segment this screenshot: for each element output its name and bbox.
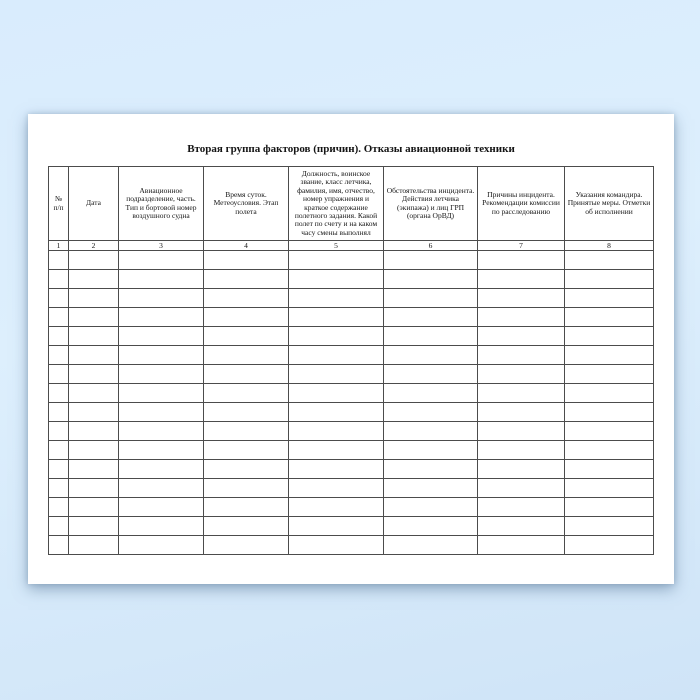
empty-cell xyxy=(69,422,119,441)
empty-cell xyxy=(289,270,384,289)
empty-cell xyxy=(565,289,654,308)
empty-cell xyxy=(289,251,384,270)
empty-cell xyxy=(478,517,565,536)
empty-cell xyxy=(478,479,565,498)
empty-row xyxy=(49,479,654,498)
column-header-2: Дата xyxy=(69,167,119,241)
empty-cell xyxy=(69,403,119,422)
empty-cell xyxy=(204,536,289,555)
empty-cell xyxy=(289,403,384,422)
empty-cell xyxy=(69,346,119,365)
empty-row xyxy=(49,327,654,346)
empty-cell xyxy=(119,460,204,479)
empty-cell xyxy=(49,460,69,479)
document-sheet xyxy=(28,114,674,584)
empty-cell xyxy=(289,479,384,498)
empty-cell xyxy=(384,289,478,308)
empty-cell xyxy=(478,270,565,289)
column-header-6: Обстоятельства инцидента. Действия летчика (экипажа) и лиц ГРП (органа ОрВД) xyxy=(384,167,478,241)
journal-table xyxy=(48,166,654,555)
empty-cell xyxy=(49,422,69,441)
empty-cell xyxy=(478,384,565,403)
column-number-2: 2 xyxy=(69,241,119,251)
empty-cell xyxy=(565,346,654,365)
empty-cell xyxy=(204,251,289,270)
empty-cell xyxy=(565,327,654,346)
empty-cell xyxy=(384,346,478,365)
empty-cell xyxy=(289,498,384,517)
empty-cell xyxy=(69,460,119,479)
empty-cell xyxy=(204,441,289,460)
empty-cell xyxy=(49,441,69,460)
empty-cell xyxy=(49,517,69,536)
empty-cell xyxy=(204,327,289,346)
empty-row xyxy=(49,384,654,403)
column-number-5: 5 xyxy=(289,241,384,251)
table-body xyxy=(49,251,654,555)
empty-cell xyxy=(384,270,478,289)
empty-cell xyxy=(384,441,478,460)
empty-cell xyxy=(49,270,69,289)
column-number-3: 3 xyxy=(119,241,204,251)
empty-cell xyxy=(565,498,654,517)
empty-cell xyxy=(119,384,204,403)
empty-cell xyxy=(478,403,565,422)
empty-cell xyxy=(69,479,119,498)
empty-cell xyxy=(69,441,119,460)
empty-cell xyxy=(289,422,384,441)
empty-cell xyxy=(204,384,289,403)
empty-cell xyxy=(289,536,384,555)
empty-cell xyxy=(289,384,384,403)
empty-cell xyxy=(49,498,69,517)
empty-cell xyxy=(119,441,204,460)
empty-cell xyxy=(565,460,654,479)
empty-cell xyxy=(204,289,289,308)
empty-cell xyxy=(478,327,565,346)
empty-cell xyxy=(478,365,565,384)
empty-cell xyxy=(289,517,384,536)
empty-cell xyxy=(69,498,119,517)
empty-cell xyxy=(384,384,478,403)
empty-cell xyxy=(384,422,478,441)
column-header-1: № п/п xyxy=(49,167,69,241)
empty-cell xyxy=(384,403,478,422)
empty-cell xyxy=(384,308,478,327)
empty-cell xyxy=(384,251,478,270)
empty-cell xyxy=(565,403,654,422)
empty-cell xyxy=(478,251,565,270)
empty-row xyxy=(49,270,654,289)
empty-cell xyxy=(384,536,478,555)
empty-row xyxy=(49,289,654,308)
empty-cell xyxy=(289,460,384,479)
empty-cell xyxy=(204,517,289,536)
column-number-7: 7 xyxy=(478,241,565,251)
empty-row xyxy=(49,536,654,555)
empty-cell xyxy=(69,289,119,308)
empty-cell xyxy=(69,536,119,555)
header-row xyxy=(49,167,654,241)
empty-cell xyxy=(289,327,384,346)
column-header-4: Время суток. Метеоусловия. Этап полета xyxy=(204,167,289,241)
empty-cell xyxy=(69,327,119,346)
empty-cell xyxy=(204,365,289,384)
empty-row xyxy=(49,365,654,384)
empty-cell xyxy=(565,251,654,270)
empty-row xyxy=(49,346,654,365)
empty-cell xyxy=(204,460,289,479)
empty-cell xyxy=(565,270,654,289)
empty-cell xyxy=(565,517,654,536)
column-number-1: 1 xyxy=(49,241,69,251)
empty-cell xyxy=(49,308,69,327)
empty-cell xyxy=(565,384,654,403)
empty-cell xyxy=(384,517,478,536)
column-header-8: Указания командира. Принятые меры. Отметки об исполнении xyxy=(565,167,654,241)
empty-cell xyxy=(478,460,565,479)
empty-row xyxy=(49,460,654,479)
empty-cell xyxy=(289,346,384,365)
empty-cell xyxy=(69,251,119,270)
empty-cell xyxy=(49,251,69,270)
empty-cell xyxy=(204,479,289,498)
empty-cell xyxy=(119,289,204,308)
empty-cell xyxy=(49,346,69,365)
column-header-3: Авиационное подразделение, часть. Тип и бортовой номер воздушного судна xyxy=(119,167,204,241)
empty-row xyxy=(49,308,654,327)
empty-cell xyxy=(49,365,69,384)
empty-cell xyxy=(478,289,565,308)
empty-cell xyxy=(384,327,478,346)
empty-cell xyxy=(119,251,204,270)
empty-cell xyxy=(384,365,478,384)
empty-cell xyxy=(204,346,289,365)
empty-cell xyxy=(119,536,204,555)
empty-cell xyxy=(204,498,289,517)
empty-row xyxy=(49,251,654,270)
empty-cell xyxy=(565,422,654,441)
empty-cell xyxy=(69,365,119,384)
empty-cell xyxy=(49,403,69,422)
empty-cell xyxy=(565,308,654,327)
empty-cell xyxy=(119,327,204,346)
empty-cell xyxy=(204,308,289,327)
column-number-8: 8 xyxy=(565,241,654,251)
column-number-6: 6 xyxy=(384,241,478,251)
empty-cell xyxy=(289,289,384,308)
empty-cell xyxy=(565,479,654,498)
empty-cell xyxy=(384,498,478,517)
empty-cell xyxy=(478,422,565,441)
empty-cell xyxy=(119,346,204,365)
empty-cell xyxy=(289,365,384,384)
empty-cell xyxy=(69,517,119,536)
empty-cell xyxy=(119,365,204,384)
empty-row xyxy=(49,517,654,536)
column-number-row xyxy=(49,241,654,251)
empty-row xyxy=(49,422,654,441)
empty-cell xyxy=(49,384,69,403)
empty-cell xyxy=(49,479,69,498)
empty-cell xyxy=(119,479,204,498)
empty-row xyxy=(49,403,654,422)
empty-cell xyxy=(478,498,565,517)
empty-row xyxy=(49,441,654,460)
empty-cell xyxy=(204,403,289,422)
empty-cell xyxy=(119,517,204,536)
empty-cell xyxy=(565,536,654,555)
column-number-4: 4 xyxy=(204,241,289,251)
empty-cell xyxy=(69,384,119,403)
empty-cell xyxy=(478,308,565,327)
empty-cell xyxy=(204,270,289,289)
column-header-7: Причины инцидента. Рекомендации комиссии по расследованию xyxy=(478,167,565,241)
empty-cell xyxy=(565,441,654,460)
column-header-5: Должность, воинское звание, класс летчика, фамилия, имя, отчество, номер упражнения и краткое содержание полетного задания. Какой полет по счету и на каком часу смены выполнял xyxy=(289,167,384,241)
empty-cell xyxy=(49,536,69,555)
empty-cell xyxy=(565,365,654,384)
empty-cell xyxy=(384,460,478,479)
empty-cell xyxy=(49,327,69,346)
empty-cell xyxy=(69,308,119,327)
empty-cell xyxy=(119,403,204,422)
empty-cell xyxy=(69,270,119,289)
page-title: Вторая группа факторов (причин). Отказы авиационной техники xyxy=(187,143,515,155)
empty-cell xyxy=(478,346,565,365)
empty-cell xyxy=(289,441,384,460)
empty-cell xyxy=(119,270,204,289)
empty-cell xyxy=(384,479,478,498)
empty-cell xyxy=(49,289,69,308)
empty-row xyxy=(49,498,654,517)
empty-cell xyxy=(119,422,204,441)
empty-cell xyxy=(289,308,384,327)
empty-cell xyxy=(478,441,565,460)
empty-cell xyxy=(204,422,289,441)
empty-cell xyxy=(478,536,565,555)
empty-cell xyxy=(119,308,204,327)
empty-cell xyxy=(119,498,204,517)
